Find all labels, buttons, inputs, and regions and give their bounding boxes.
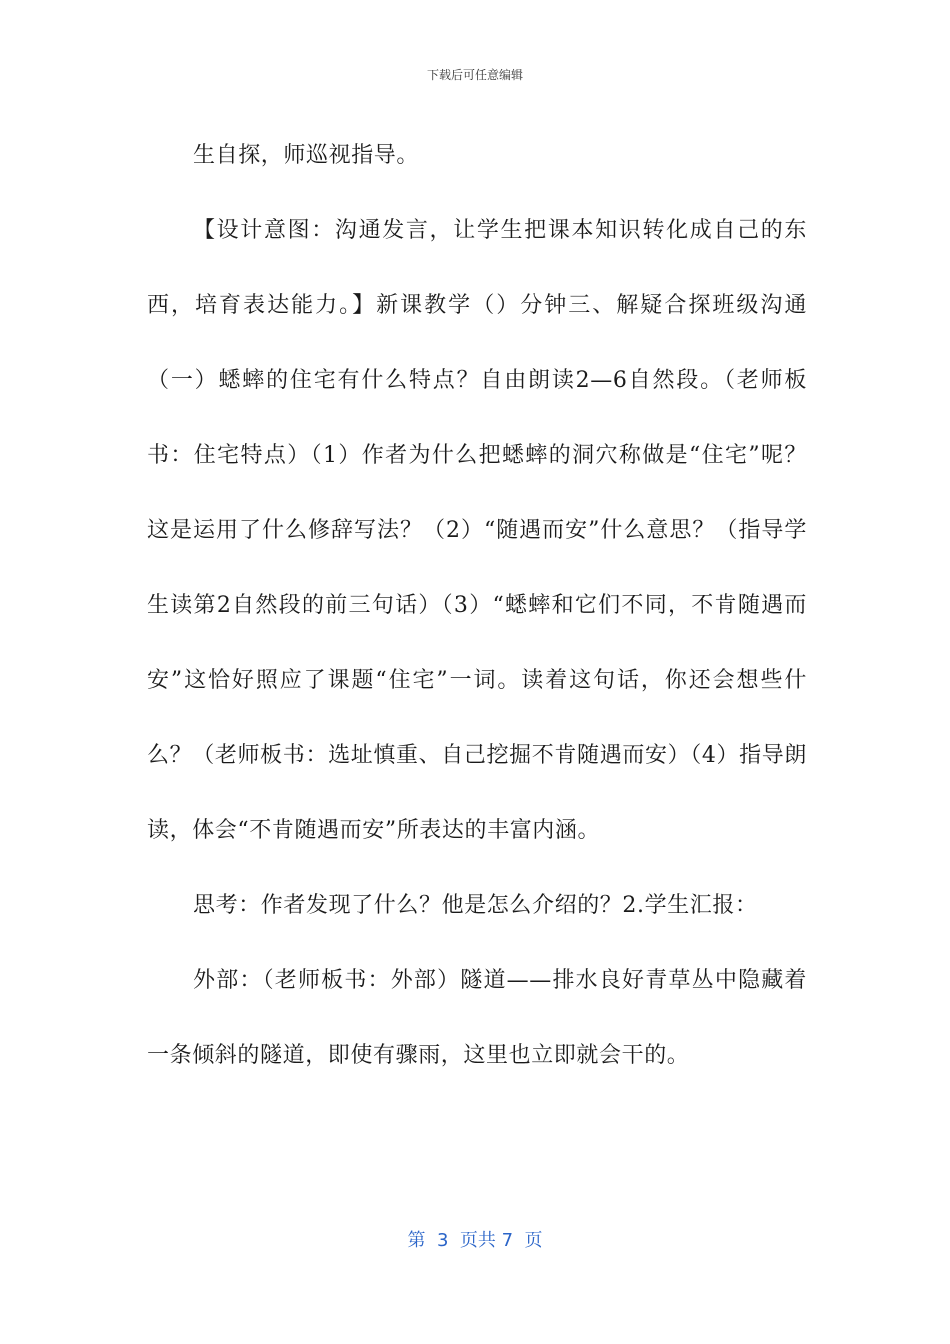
header-note: 下载后可任意编辑 [426,68,523,82]
paragraph-4: 外部：（老师板书：外部）隧道——排水良好青草丛中隐藏着一条倾斜的隧道，即使有骤雨，这里也立即就会干的。 [147,968,807,1068]
document-body [147,118,807,1093]
paragraph-1: 生自探，师巡视指导。 [193,143,420,168]
paragraph-3: 思考：作者发现了什么？他是怎么介绍的？2.学生汇报： [193,893,758,918]
paragraph-2: 【设计意图：沟通发言，让学生把课本知识转化成自己的东西，培育表达能力。】新课教学（）分钟三、解疑合探班级沟通（一）蟋蟀的住宅有什么特点？自由朗读2—6自然段。（老师板书：住宅特点）（1）作者为什么把蟋蟀的洞穴称做是“住宅”呢？这是运用了什么修辞写法？（2）“随遇而安”什么意思？（指导学生读第2自然段的前三句话）（3）“蟋蟀和它们不同，不肯随遇而安”这恰好照应了课题“住宅”一词。读着这句话，你还会想些什么？（老师板书：选址慎重、自己挖掘不肯随遇而安）（4）指导朗读，体会“不肯随遇而安”所表达的丰富内涵。 [147,218,807,843]
page-number: 第 3 页共 7 页 [407,1230,543,1251]
